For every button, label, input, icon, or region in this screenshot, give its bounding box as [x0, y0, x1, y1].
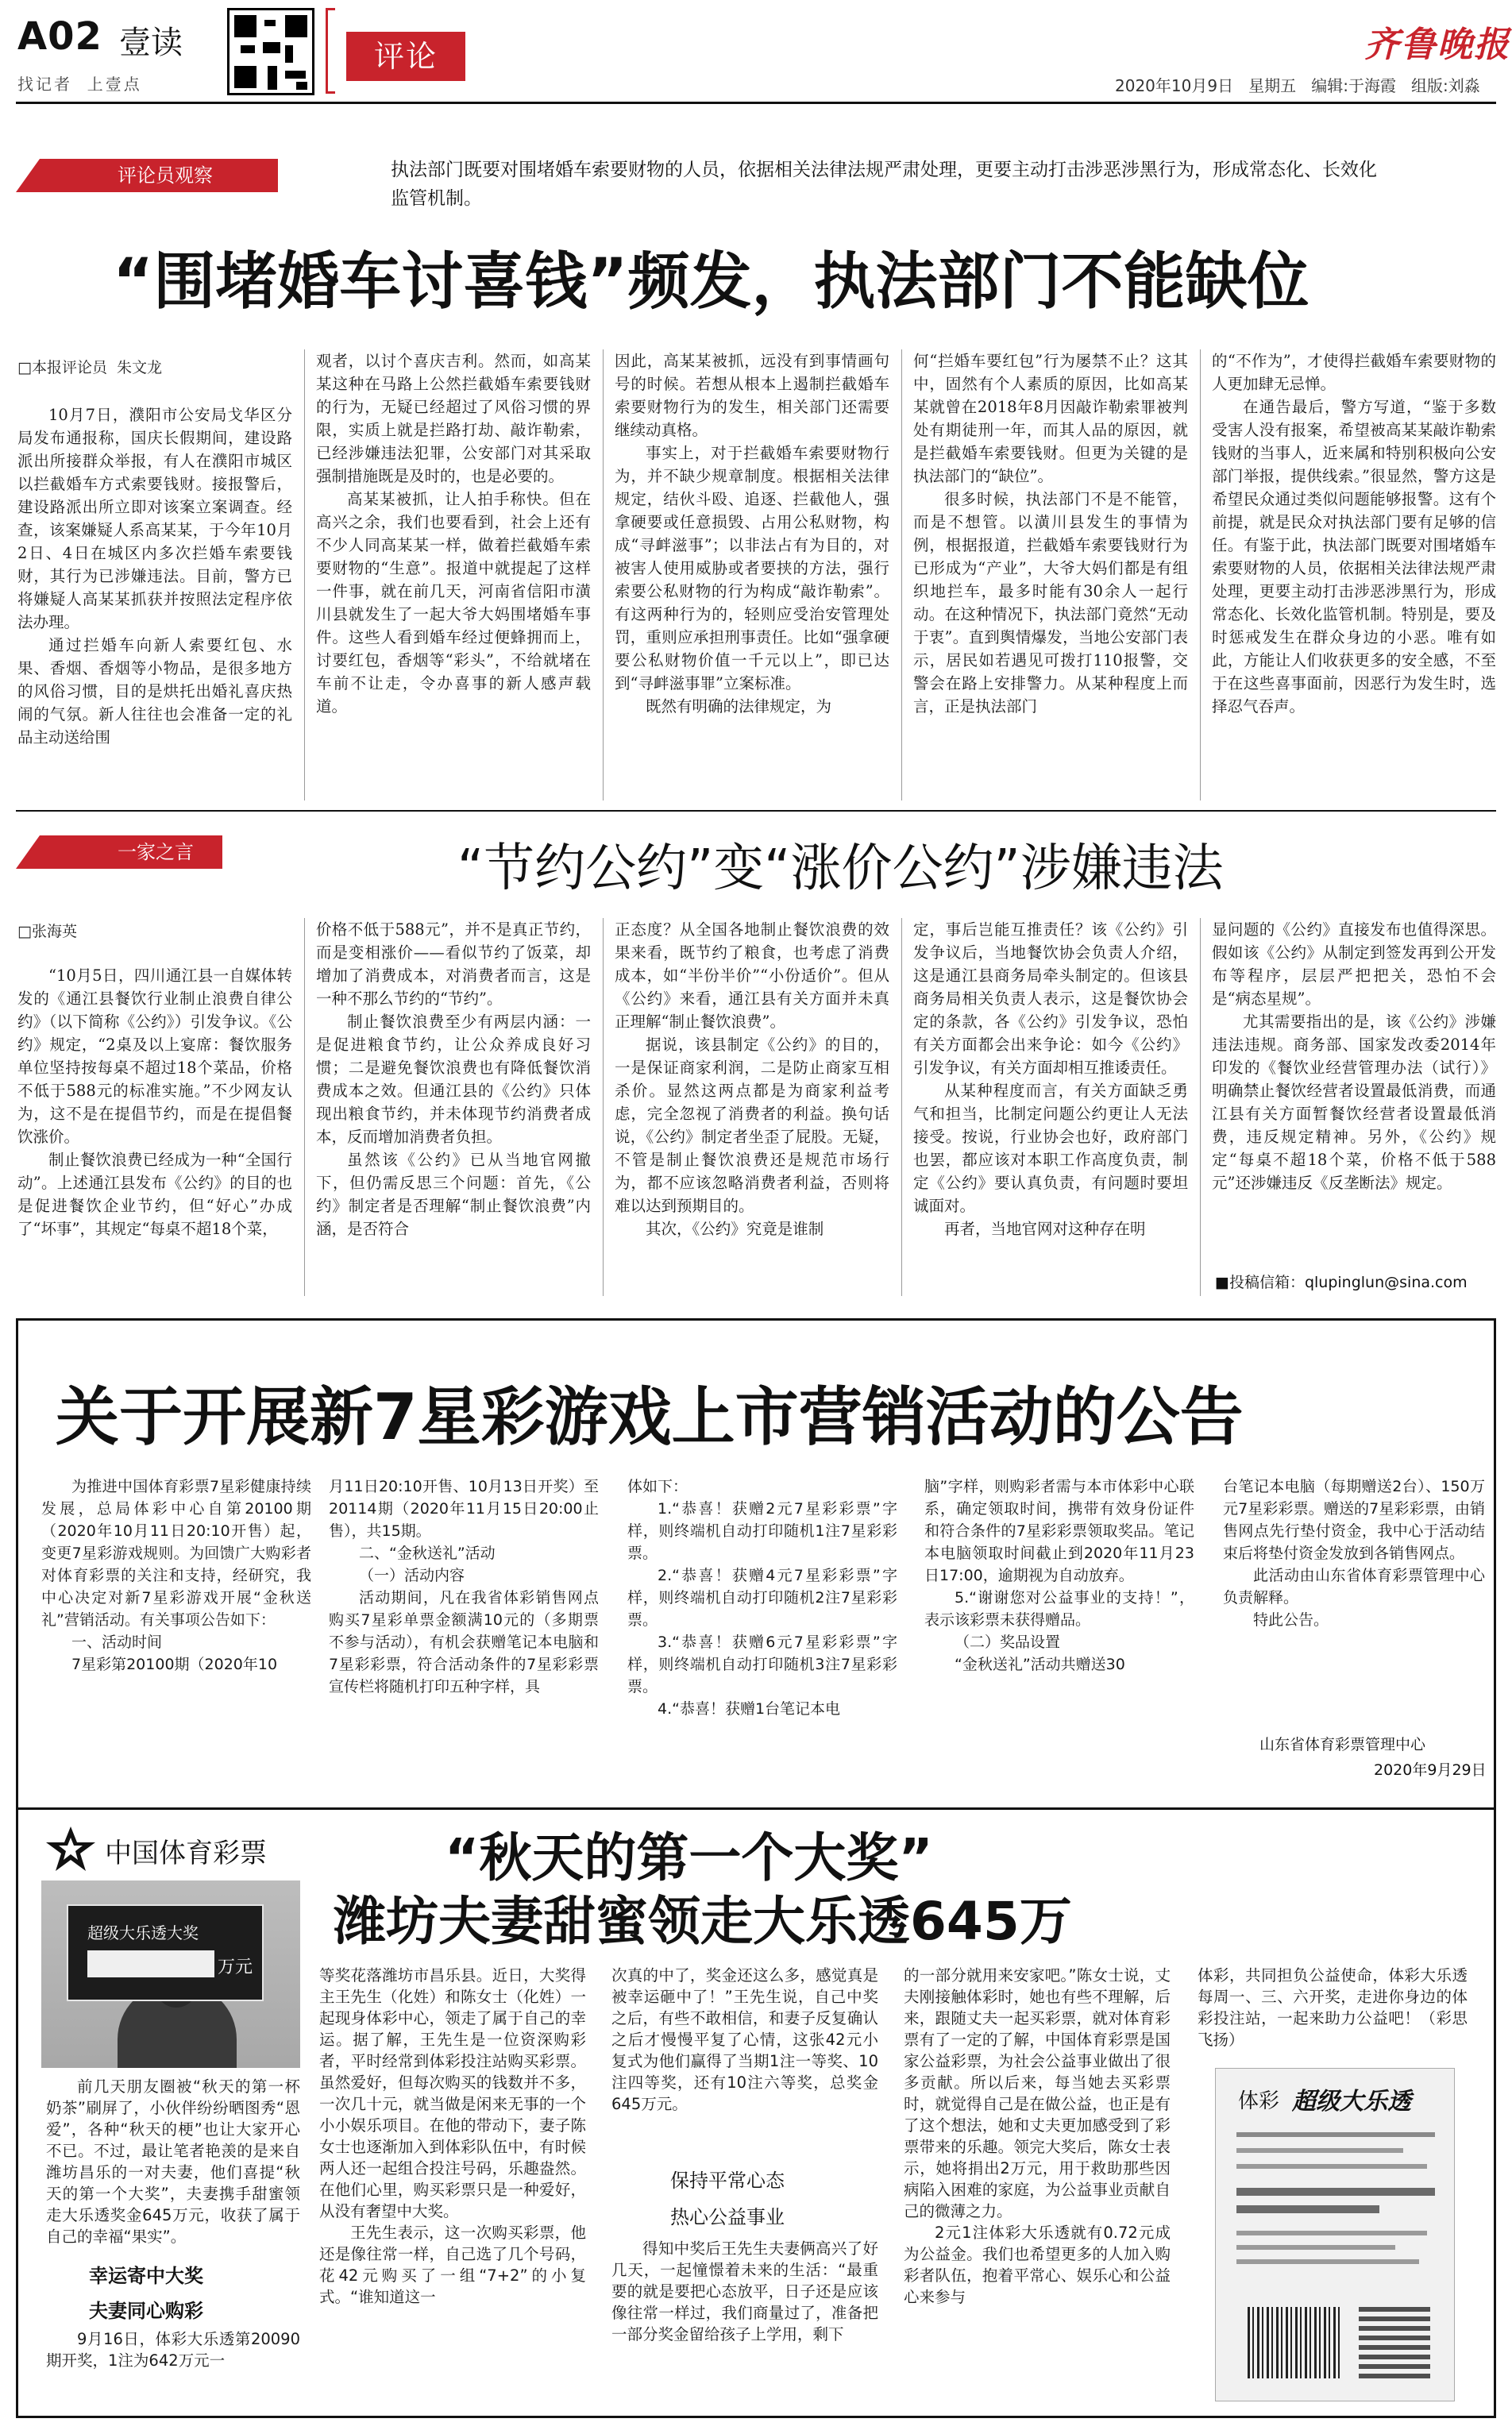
paragraph: 5.“谢谢您对公益事业的支持！”，表示该彩票未获得赠品。	[924, 1589, 1194, 1629]
lede: 执法部门既要对围堵婚车索要财物的人员，依据相关法律法规严肃处理，更要主动打击涉恶涉黑行为，形成常态化、长效化监管机制。	[391, 160, 1377, 209]
paragraph: 脑”字样，则购彩者需与本市体彩中心联系，确定领取时间，携带有效身份证件和符合条件的7星彩彩票领取奖品。笔记本电脑领取时间截止到2020年11月23日17:00，逾期视为自动放弃。	[924, 1478, 1194, 1584]
col-divider	[1200, 918, 1201, 1296]
paragraph: 观者，以讨个喜庆吉利。然而，如高某某这种在马路上公然拦截婚车索要钱财的行为，无疑已经超过了风俗习惯的界限，实质上就是拦路打劫、敲诈勒索，已经涉嫌违法犯罪，公安部门对其采取强制措施既是及时的，也是必要的。	[316, 352, 591, 485]
paragraph: 在通告最后，警方写道，“鉴于多数受害人没有报案，希望被高某某敲诈勒索钱财的当事人，近来属和特别积极向公安部门举报，提供线索。”很显然，警方这是希望民众通过类似问题能够报警。这有个前提，就是民众对执法部门要有足够的信任。有鉴于此，执法部门既要对围堵婚车索要财物的人员，依据相关法律法规严肃处理，更要主动打击涉恶涉黑行为，形成常态化、长效化监管机制。特别是，要及时惩戒发生在群众身边的小恶。唯有如此，方能让人们收获更多的安全感，不至于在这些喜事面前，因恶行为发生时，选择忍气吞声。	[1212, 398, 1496, 716]
lottery-headline-1: “秋天的第一个大奖”	[445, 1827, 933, 1888]
col-divider	[304, 918, 305, 1296]
col-divider	[901, 349, 902, 800]
paragraph: 月11日20:10开售、10月13日开奖）至20114期（2020年11月15日20:00止售），共15期。	[329, 1478, 599, 1540]
paragraph: 此活动由山东省体育彩票管理中心负责解释。	[1223, 1567, 1485, 1607]
paragraph: 既然有明确的法律规定，为	[646, 697, 832, 716]
date-line: 2020年10月9日 星期五 编辑:于海霞 组版:刘淼	[1115, 76, 1480, 95]
lottery-logo	[43, 1825, 98, 1873]
paragraph: 价格不低于588元”，并不是真正节约，而是变相涨价——看似节约了饭菜，却增加了消费成本，对消费者而言，这是一种不那么节约的“节约”。	[316, 920, 591, 1008]
ticket-barcode	[1248, 2307, 1343, 2378]
paragraph: 的一部分就用来安家吧。”陈女士说，丈夫刚接触体彩时，她也有些不理解，后来，跟随丈夫一起买彩票，就对体育彩票有了一定的了解，中国体育彩票是国家公益彩票，为社会公益事业做出了很多贡献。所以后来，每当她去买彩票时，就觉得自己是在做公益，也正是有了这个想法，她和丈夫更加感受到了彩票带来的乐趣。领完大奖后，陈女士表示，她将捐出2万元，用于救助那些因病陷入困难的家庭，为公益事业贡献自己的微薄之力。	[904, 1966, 1171, 2220]
article1-col-2	[316, 349, 591, 800]
paragraph: 前几天朋友圈被“秋天的第一杯奶茶”刷屏了，小伙伴纷纷晒图秀“恩爱”，各种“秋天的梗”也让大家开心不已。不过，最让笔者艳羡的是来自潍坊昌乐的一对夫妻，他们喜提“秋天的第一个大奖”，夫妻携手甜蜜领走大乐透奖金645万元，收获了属于自己的幸福“果实”。	[46, 2077, 300, 2246]
paragraph: 9月16日，体彩大乐透第20090期开奖，1注为642万元一	[46, 2330, 300, 2370]
paragraph: 王先生表示，这一次购买彩票，他还是像往常一样，自己选了几个号码，花42元购买了一组“7+2”的小复式。“谁知道这一	[319, 2224, 586, 2306]
lottery-col-3b	[611, 2238, 878, 2409]
col-divider	[1200, 349, 1201, 800]
article2-col-4	[913, 918, 1188, 1296]
winner-photo	[41, 1880, 300, 2068]
paragraph: 台笔记本电脑（每期赠送2台）、150万元7星彩彩票。赠送的7星彩彩票，由销售网点先行垫付资金，我中心于活动结束后将垫付资金发放到各销售网点。	[1223, 1478, 1485, 1562]
announcement-signature: 山东省体育彩票管理中心	[1259, 1736, 1426, 1753]
paragraph: （二）奖品设置	[955, 1634, 1061, 1651]
announcement-col-3	[627, 1475, 897, 1801]
article2-col-3	[615, 918, 889, 1296]
paragraph: 从某种程度而言，有关方面缺乏勇气和担当，比制定问题公约更让人无法接受。按说，行业协会也好，政府部门也罢，都应该对本职工作高度负责，制定《公约》要认真负责，有问题时要坦诚面对。	[913, 1082, 1188, 1215]
paragraph: 3.“恭喜！获赠6元7星彩彩票”字样，则终端机自动打印随机3注7星彩彩票。	[627, 1634, 897, 1695]
announcement-col-4	[924, 1475, 1194, 1801]
section-tag-bracket	[326, 8, 335, 94]
paragraph: 定，事后岂能互推责任？该《公约》引发争议后，当地餐饮协会负责人介绍，这是通江县商务局牵头制定的。但该县商务局相关负责人表示，这是餐饮协会定的条款，各《公约》引发争议，恐怕有关方面都会出来争论：如今《公约》引发争议，有关方面却相互推诿责任。	[913, 920, 1188, 1077]
paragraph: “10月5日，四川通江县一自媒体转发的《通江县餐饮行业制止浪费自律公约》（以下简称《公约》）引发争议。《公约》规定，“2桌及以上宴席：餐饮服务单位坚持按每桌不超过18个菜品，价格不低于588元的标准实施。”不少网友认为，这不是在提倡节约，而是在提倡餐饮涨价。	[17, 966, 292, 1146]
paragraph: 2.“恭喜！获赠4元7星彩彩票”字样，则终端机自动打印随机2注7星彩彩票。	[627, 1567, 897, 1629]
lottery-col-1b	[46, 2328, 300, 2408]
paragraph: 特此公告。	[1253, 1611, 1329, 1629]
paragraph: 的“不作为”，才使得拦截婚车索要财物的人更加肆无忌惮。	[1212, 352, 1496, 393]
paragraph: 正态度？从全国各地制止餐饮浪费的效果来看，既节约了粮食，也考虑了消费成本，如“半份半价”“小份适价”。但从《公约》来看，通江县有关方面并未真正理解“制止餐饮浪费”。	[615, 920, 889, 1031]
paragraph: 据说，该县制定《公约》的目的，一是保证商家利润，二是防止商家互相杀价。显然这两点都是为商家利益考虑，完全忽视了消费者的利益。换句话说，《公约》制定者坐歪了屁股。无疑，不管是制止餐饮浪费还是规范市场行为，都不应该忽略消费者利益，否则将难以达到预期目的。	[615, 1036, 889, 1215]
paragraph: 虽然该《公约》已从当地官网撤下，但仍需反思三个问题：首先，《公约》制定者是否理解“制止餐饮浪费”内涵，是否符合	[316, 1151, 591, 1238]
lottery-col-4	[904, 1965, 1171, 2409]
paragraph: 因此，高某某被抓，远没有到事情画句号的时候。若想从根本上遏制拦截婚车索要财物行为的发生，相关部门还需要继续动真格。	[615, 352, 889, 439]
newspaper-logo: 齐鲁晚报	[1364, 25, 1510, 65]
announcement-col-5	[1223, 1475, 1485, 1714]
paragraph: 何“拦婚车要红包”行为屡禁不止？这其中，固然有个人素质的原因，比如高某某就曾在2018年8月因敲诈勒索罪被判处有期徒刑一年，而其人品的原因，就是拦截婚车索要钱财。但更为关键的是执法部门的“缺位”。	[913, 352, 1188, 485]
paragraph: 为推进中国体育彩票7星彩健康持续发展，总局体彩中心自第20100期（2020年10月11日20:10开售）起，变更7星彩游戏规则。为回馈广大购彩者对体育彩票的关注和支持，经研究，我中心决定对新7星彩游戏开展“金秋送礼”营销活动。有关事项公告如下：	[41, 1478, 311, 1629]
paragraph: 活动期间，凡在我省体彩销售网点购买7星彩单票金额满10元的（多期票不参与活动），有机会获赠笔记本电脑和7星彩彩票，符合活动条件的7星彩彩票宣传栏将随机打印五种字样，具	[329, 1589, 599, 1695]
paragraph: 一、活动时间	[71, 1634, 163, 1651]
lottery-headline-2: 潍坊夫妻甜蜜领走大乐透645万	[334, 1891, 1072, 1952]
paragraph: 制止餐饮浪费至少有两层内涵：一是促进粮食节约，让公众养成良好习惯；二是避免餐饮浪费也有降低餐饮消费成本之效。但通江县的《公约》只体现出粮食节约，并未体现节约消费者成本，反而增加消费者负担。	[316, 1013, 591, 1146]
column-label-1: 评论员观察	[16, 159, 278, 192]
announcement-col-2	[329, 1475, 599, 1801]
lottery-col-5	[1198, 1965, 1468, 2052]
announcement-headline: 关于开展新7星彩游戏上市营销活动的公告	[56, 1380, 1244, 1454]
paragraph: 显问题的《公约》直接发布也值得深思。假如该《公约》从制定到签发再到公开发布等程序，层层严把把关，恐怕不会是“病态星规”。	[1212, 920, 1496, 1008]
paragraph: （一）活动内容	[359, 1567, 465, 1584]
lottery-subhead-left-1: 幸运寄中大奖	[89, 2265, 203, 2287]
col-divider	[603, 918, 604, 1296]
paragraph: 二、“金秋送礼”活动	[359, 1545, 496, 1562]
lottery-subhead-mid-2: 热心公益事业	[670, 2206, 785, 2228]
paragraph: 体如下：	[627, 1478, 688, 1495]
announcement-col-1	[41, 1475, 311, 1801]
paragraph: 次真的中了，奖金还这么多，感觉真是被幸运砸中了！”王先生说，自己中奖之后，有些不敢相信，和妻子反复确认之后才慢慢平复了心情，这张42元小复式为他们赢得了当期1注一等奖、10注四等奖，还有10注六等奖，总奖金645万元。	[611, 1966, 878, 2113]
paragraph: 7星彩第20100期（2020年10	[71, 1656, 278, 1673]
lottery-col-1	[46, 2076, 300, 2247]
masthead-rule	[16, 102, 1496, 104]
star-logo-icon	[43, 1825, 98, 1873]
article1-col-4	[913, 349, 1188, 800]
announcement-date: 2020年9月29日	[1374, 1761, 1487, 1779]
paragraph: 其次，《公约》究竟是谁制	[646, 1220, 824, 1238]
article1-col-3	[615, 349, 889, 800]
lottery-col-2	[319, 1965, 586, 2409]
headline-2: “节约公约”变“涨价公约”涉嫌违法	[457, 839, 1224, 898]
col-divider	[901, 918, 902, 1296]
lottery-subhead-left-2: 夫妻同心购彩	[89, 2300, 203, 2322]
contact-email[interactable]: ■投稿信箱：qlupinglun@sina.com	[1215, 1274, 1468, 1291]
paragraph: 很多时候，执法部门不是不能管，而是不想管。以潢川县发生的事情为例，根据报道，拦截婚车索要钱财行为已形成为“产业”，大爷大妈们都是有组织地拦车，最多时能有30余人一起行动。在这种情况下，执法部门竟然“无动于衷”。直到舆情爆发，当地公安部门表示，居民如若遇见可拨打110报警，交警会在路上安排警力。从某种程度上而言，正是执法部门	[913, 490, 1188, 716]
article2-col-2	[316, 918, 591, 1296]
article2-col-5	[1212, 918, 1496, 1261]
article2-col-1	[17, 964, 292, 1296]
headline-1: “围堵婚车讨喜钱”频发，执法部门不能缺位	[113, 246, 1310, 318]
paragraph: “金秋送礼”活动共赠送30	[955, 1656, 1125, 1673]
col-divider	[603, 349, 604, 800]
ticket-game: 超级大乐透	[1292, 2088, 1411, 2116]
paragraph: 得知中奖后王先生夫妻俩高兴了好几天，一起憧憬着未来的生活：“最重要的就是要把心态放平，日子还是应该像往常一样过，我们商量过了，准备把一部分奖金留给孩子上学用，剩下	[611, 2239, 878, 2343]
section-name: 壹读	[119, 25, 183, 61]
lottery-subhead-mid-1: 保持平常心态	[670, 2170, 785, 2192]
page-number: A02	[17, 14, 102, 59]
qr-code[interactable]	[227, 8, 314, 95]
byline-1: □本报评论员 朱文龙	[17, 359, 163, 376]
paragraph: 1.“恭喜！获赠2元7星彩彩票”字样，则终端机自动打印随机1注7星彩彩票。	[627, 1500, 897, 1562]
paragraph: 通过拦婚车向新人索要红包、水果、香烟、香烟等小物品，是很多地方的风俗习惯，目的是烘托出婚礼喜庆热闹的气氛。新人往往也会准备一定的礼品主动送给围	[17, 636, 292, 746]
winner-check-board: 超级大乐透大奖 万元	[67, 1904, 264, 2001]
paragraph: 制止餐饮浪费已经成为一种“全国行动”。上述通江县发布《公约》的目的也是促进餐饮企业节约，但“好心”办成了“坏事”，其规定“每桌不超18个菜，	[17, 1151, 292, 1238]
slogan: 找记者 上壹点	[17, 75, 142, 94]
section-tag	[346, 32, 465, 81]
paragraph: 10月7日，濮阳市公安局戈华区分局发布通报称，国庆长假期间，建设路派出所接群众举报，有人在濮阳市城区以拦截婚车方式索要钱财。接报警后，建设路派出所立即对该案立案调查。经查，该案嫌疑人系高某某，于今年10月2日、4日在城区内多次拦婚车索要钱财，其行为已涉嫌违法。目前，警方已将嫌疑人高某某抓获并按照法定程序依法办理。	[17, 406, 292, 631]
column-label-2: 一家之言	[16, 835, 222, 869]
paragraph: 2元1注体彩大乐透就有0.72元成为公益金。我们也希望更多的人加入购彩者队伍，抱着平常心、娱乐心和公益心来参与	[904, 2224, 1171, 2306]
paragraph: 事实上，对于拦截婚车索要财物行为，并不缺少规章制度。根据相关法律规定，结伙斗殴、追逐、拦截他人，强拿硬要或任意损毁、占用公私财物，构成“寻衅滋事”；以非法占有为目的，对被害人使用威胁或者要挟的方法，强行索要公私财物的行为构成“敲诈勒索”。有这两种行为的，轻则应受治安管理处罚，重则应承担刑事责任。比如“强拿硬要公私财物价值一千元以上”，即已达到“寻衅滋事罪”立案标准。	[615, 444, 889, 692]
ticket-brand: 体彩	[1238, 2089, 1280, 2113]
article1-col-1	[17, 403, 292, 800]
article-rule	[16, 810, 1496, 812]
paragraph: 高某某被抓，让人拍手称快。但在高兴之余，我们也要看到，社会上还有不少人同高某某一样，做着拦截婚车索要财物的“生意”。报道中就提起了这样一件事，就在前几天，河南省信阳市潢川县就发生了一起大爷大妈围堵婚车事件。这些人看到婚车经过便蜂拥而上，讨要红包，香烟等“彩头”，不给就堵在车前不让走，令办喜事的新人感声载道。	[316, 490, 591, 716]
announcement-rule	[16, 1807, 1496, 1810]
section-tag-text: 评论	[373, 39, 438, 74]
paragraph: 体彩，共同担负公益使命，体彩大乐透每周一、三、六开奖，走进你身边的体彩投注站，一起来助力公益吧！（彩思飞扬）	[1198, 1966, 1468, 2049]
paragraph: 等奖花落潍坊市昌乐县。近日，大奖得主王先生（化姓）和陈女士（化姓）一起现身体彩中心，领走了属于自己的幸运。据了解，王先生是一位资深购彩者，平时经常到体彩投注站购买彩票。虽然爱好，但每次购买的钱数并不多，一次几十元，就当做是闲来无事的一个小小娱乐项目。在他的带动下，妻子陈女士也逐渐加入到体彩队伍中，有时候两人还一起组合投注号码，乐趣盎然。在他们心里，购买彩票只是一种爱好，从没有奢望中大奖。	[319, 1966, 586, 2220]
paragraph: 尤其需要指出的是，该《公约》涉嫌违法违规。商务部、国家发改委2014年印发的《餐饮业经营管理办法（试行）》明确禁止餐饮经营者设置最低消费，而通江县有关方面暂餐饮经营者设置最低消费，违反规定精神。另外，《公约》规定“每桌不超18个菜，价格不低于588元”还涉嫌违反《反垄断法》规定。	[1212, 1013, 1496, 1192]
col-divider	[304, 349, 305, 800]
paragraph: 4.“恭喜！获赠1台笔记本电	[658, 1700, 841, 1718]
lottery-brand: 中国体育彩票	[105, 1838, 267, 1869]
lottery-col-3	[611, 1965, 878, 2123]
article1-col-5	[1212, 349, 1496, 800]
byline-2: □张海英	[17, 923, 77, 940]
ticket-qr	[1359, 2307, 1430, 2378]
lottery-ticket	[1215, 2068, 1455, 2401]
paragraph: 再者，当地官网对这种存在明	[944, 1220, 1146, 1238]
